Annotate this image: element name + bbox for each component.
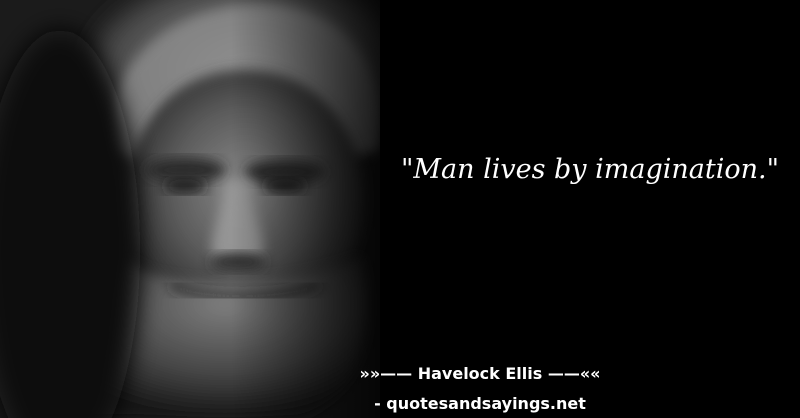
source-line: - quotesandsayings.net xyxy=(374,394,586,413)
author-line: »»—— Havelock Ellis ——«« xyxy=(359,364,601,383)
quote-text: "Man lives by imagination." xyxy=(400,154,780,185)
